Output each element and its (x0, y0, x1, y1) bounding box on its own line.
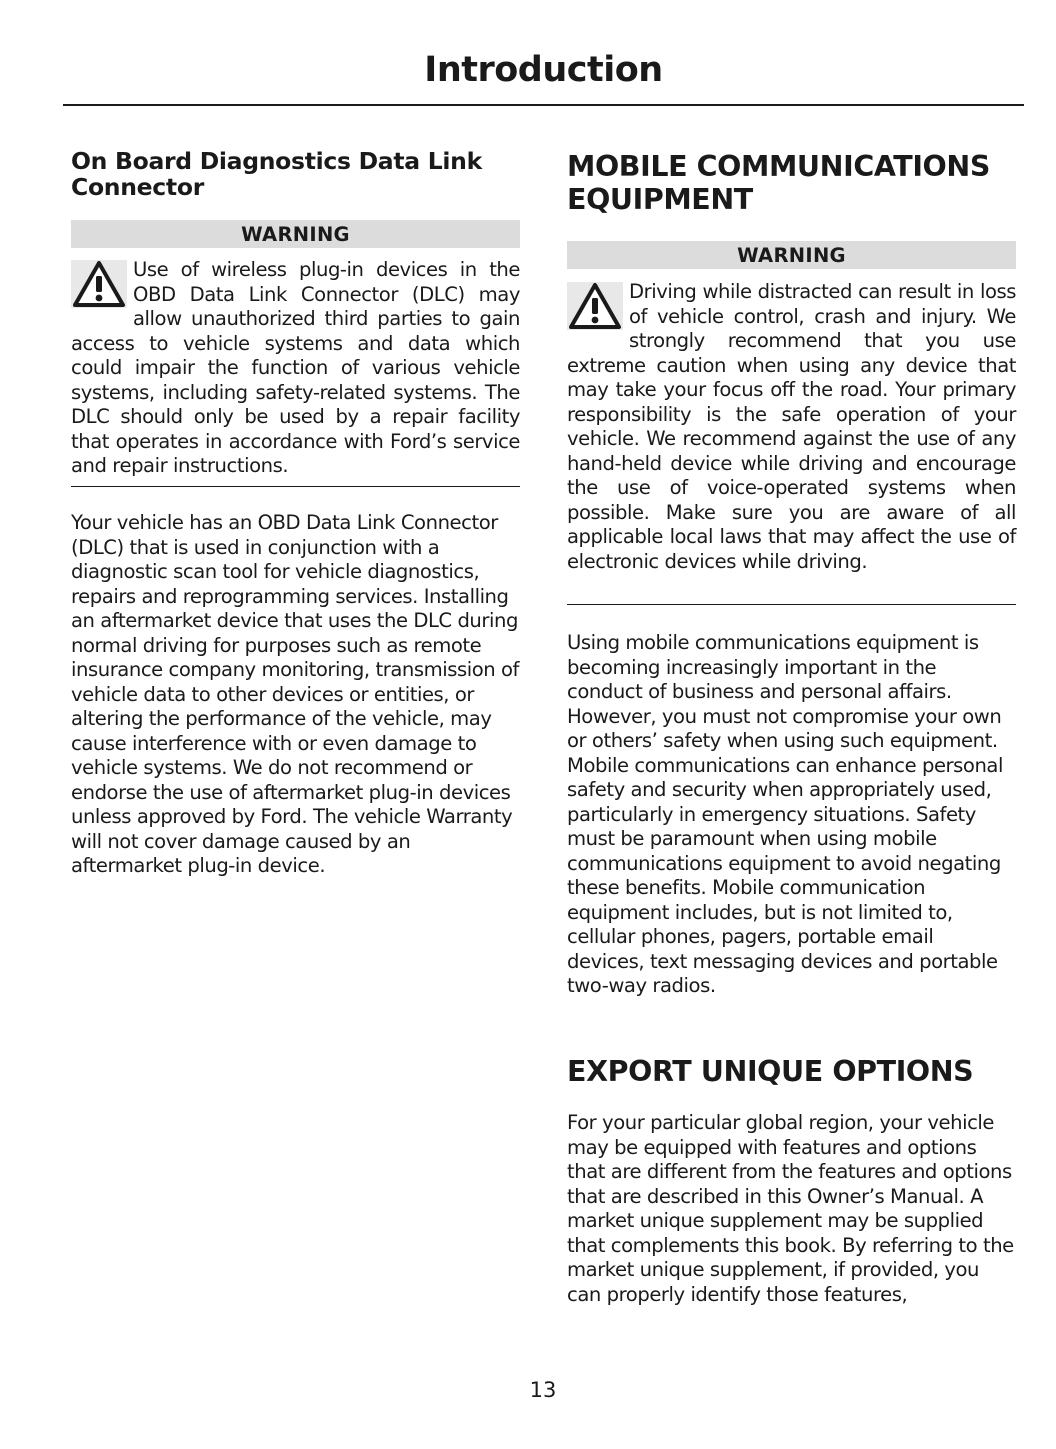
mobile-warning-block (567, 280, 1016, 574)
page-number: 13 (529, 1378, 557, 1402)
obd-paragraph: Your vehicle has an OBD Data Link Connector (DLC) that is used in conjunction with a diagnostic scan tool for vehicle diagnostics, repairs and reprogramming services. Installing an aftermarket device that uses the DLC during normal driving for purposes such as remote insurance company monitoring, transmission of vehicle data to other devices or entities, or altering the performance of the vehicle, may cause interference with or even damage to vehicle systems. We do not recommend or endorse the use of aftermarket plug-in devices unless approved by Ford. The vehicle Warranty will not cover damage caused by an aftermarket plug-in device. (71, 511, 520, 877)
page-title: Introduction (424, 50, 663, 90)
mobile-heading: MOBILE COMMUNICATIONS EQUIPMENT (567, 150, 990, 216)
warning-triangle-icon (567, 280, 623, 332)
export-paragraph: For your particular global region, your vehicle may be equipped with features and options that are different from the features and options that are described in this Owner’s Manual. A market unique supplement may be supplied that complements this book. By referring to the market unique supplement, if provided, you can properly identify those features, (567, 1111, 1014, 1306)
obd-warning-label: WARNING (71, 220, 520, 248)
mobile-warning-divider (567, 604, 1016, 605)
obd-warning-text: Use of wireless plug-in devices in the OBD Data Link Connector (DLC) may allow unauthorized third parties to gain access to vehicle systems and data which could impair the function of various vehicle systems, including safety-related systems. The DLC should only be used by a repair facility that operates in accordance with Ford’s service and repair instructions. (71, 258, 520, 477)
warning-triangle-icon (71, 258, 127, 310)
export-heading: EXPORT UNIQUE OPTIONS (567, 1055, 974, 1088)
obd-warning-divider (71, 486, 520, 487)
obd-warning-block (71, 258, 520, 479)
mobile-warning-text: Driving while distracted can result in loss of vehicle control, crash and injury. We strongly recommend that you use extreme caution when using any device that may take your focus off the road. Your primary responsibility is the safe operation of your vehicle. We recommend against the use of any hand-held device while driving and encourage the use of voice-operated systems when possible. Make sure you are aware of all applicable local laws that may affect the use of electronic devices while driving. (567, 280, 1016, 573)
page-header (63, 48, 1024, 106)
mobile-paragraph: Using mobile communications equipment is becoming increasingly important in the conduct of business and personal affairs. However, you must not compromise your own or others’ safety when using such equipment. Mobile communications can enhance personal safety and security when appropriately used, particularly in emergency situations. Safety must be paramount when using mobile communications equipment to avoid negating these benefits. Mobile communication equipment includes, but is not limited to, cellular phones, pagers, portable email devices, text messaging devices and portable two-way radios. (567, 631, 1003, 997)
mobile-warning-label: WARNING (567, 241, 1016, 269)
obd-heading: On Board Diagnostics Data Link Connector (71, 147, 482, 201)
